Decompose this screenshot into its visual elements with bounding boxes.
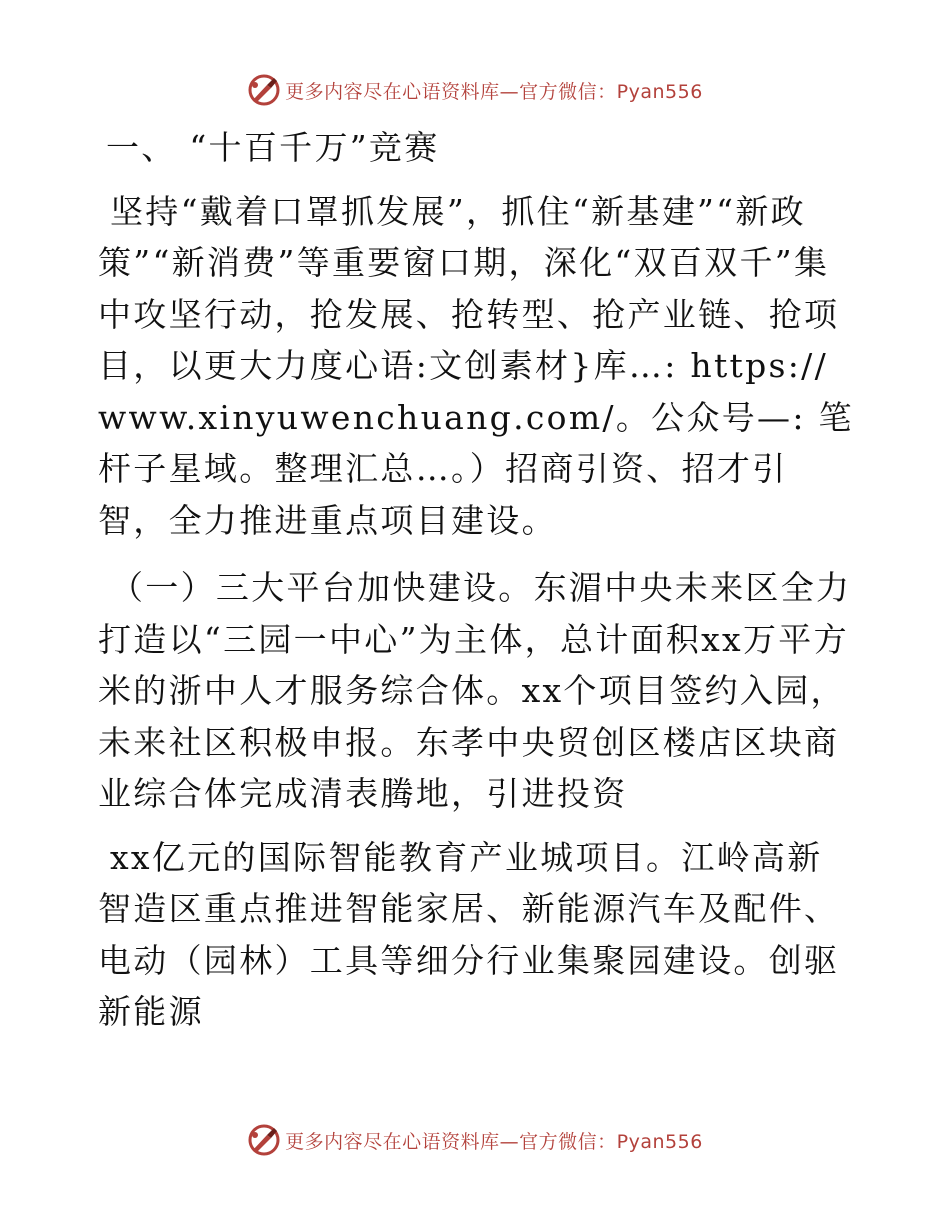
brush-pen-logo-icon — [247, 73, 281, 107]
section-heading: 一、 “十百千万”竞赛 — [106, 128, 440, 167]
watermark-text: 更多内容尽在心语资料库—官方微信：Pyan556 — [285, 1130, 703, 1153]
watermark-text: 更多内容尽在心语资料库—官方微信：Pyan556 — [285, 80, 703, 103]
brush-pen-logo-icon — [247, 1123, 281, 1157]
watermark-banner-top — [0, 70, 950, 110]
body-paragraph: 坚持“戴着口罩抓发展”，抓住“新基建”“新政策”“新消费”等重要窗口期，深化“双百双千”集中攻坚行动，抢发展、抢转型、抢产业链、抢项目，以更大力度心语:文创素材}库…: https://www.xinyuwenchuang.com/。公众号—: 笔杆子星域。整理汇总…。）招商引资、招才引智，全力推进重点项目建设。 — [98, 191, 854, 540]
body-paragraph: xx亿元的国际智能教育产业城项目。江岭高新智造区重点推进智能家居、新能源汽车及配件、电动（园林）工具等细分行业集聚园建设。创驱新能源 — [98, 837, 840, 1031]
document-body — [98, 122, 854, 1054]
watermark-banner-bottom — [0, 1120, 950, 1160]
body-paragraph: （一）三大平台加快建设。东湄中央未来区全力打造以“三园一中心”为主体，总计面积xx万平方米的浙中人才服务综合体。xx个项目签约入园，未来社区积极申报。东孝中央贸创区楼店区块商业综合体完成清表腾地，引进投资 — [98, 568, 852, 813]
